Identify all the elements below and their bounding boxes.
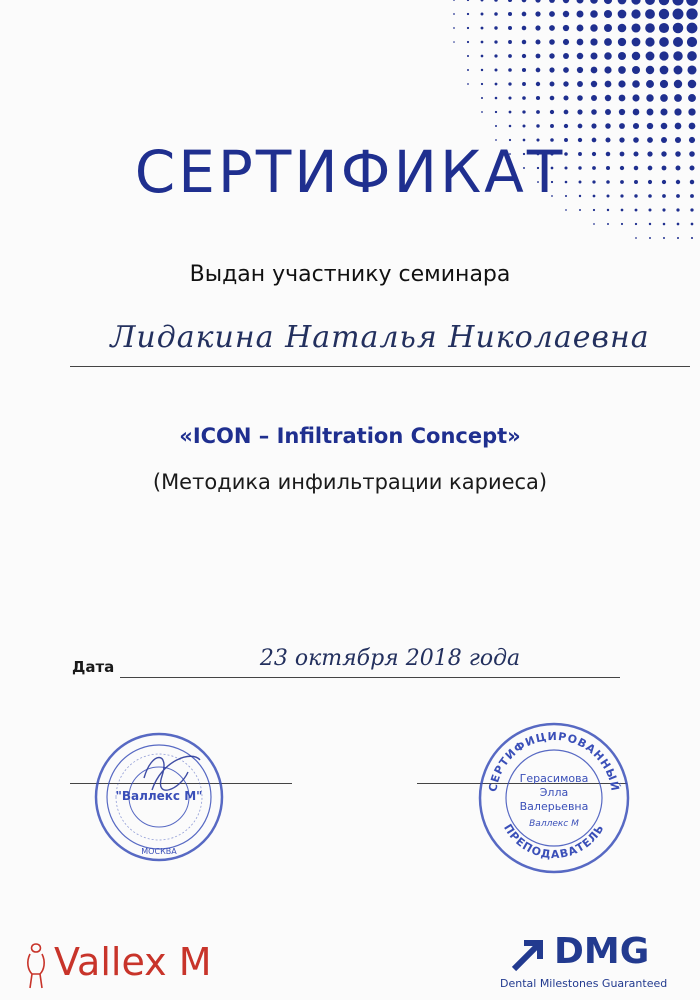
decor-dot [565, 209, 567, 211]
decor-dot [635, 223, 637, 225]
decor-dot [481, 0, 484, 1]
decor-dot [659, 37, 669, 47]
decor-dot [647, 109, 654, 116]
decor-dot [508, 96, 511, 99]
decor-dot [687, 51, 697, 61]
decor-dot [688, 108, 695, 115]
decor-dot [674, 108, 681, 115]
decor-dot [578, 124, 583, 129]
organization-stamp [92, 730, 226, 864]
decor-dot [577, 11, 584, 18]
decor-dot [577, 53, 584, 60]
decor-dot [593, 209, 595, 211]
decor-dot [660, 80, 668, 88]
decor-dot [646, 52, 655, 61]
decor-dot [535, 11, 540, 16]
decor-dot [563, 11, 569, 17]
decor-dot [577, 109, 582, 114]
decor-dot [495, 97, 498, 100]
course-name: «ICON – Infiltration Concept» [179, 424, 521, 448]
stamp-right-line3: Валерьевна [519, 800, 589, 813]
decor-dot [604, 52, 612, 60]
decor-dot [621, 223, 623, 225]
decor-dot [508, 0, 512, 2]
decor-dot [590, 38, 597, 45]
decor-dot [577, 39, 584, 46]
decor-dot [687, 23, 698, 34]
decor-dot [467, 83, 469, 85]
decor-dot [618, 80, 625, 87]
certificate-title: СЕРТИФИКАТ [134, 138, 566, 206]
decor-dot [605, 109, 611, 115]
decor-dot [661, 123, 668, 130]
decor-dot [659, 9, 669, 19]
decor-dot [509, 111, 512, 114]
decor-dot [604, 38, 612, 46]
decor-dot [662, 208, 665, 211]
decor-dot [564, 110, 569, 115]
vallex-logo [22, 940, 212, 994]
decor-dot [605, 123, 611, 129]
decor-dot [591, 95, 597, 101]
decor-dot [618, 24, 627, 33]
decor-dot [481, 55, 484, 58]
decor-dot [647, 123, 653, 129]
decor-dot [619, 109, 625, 115]
decor-dot [508, 68, 512, 72]
certificate-subtitle: Выдан участнику семинара [189, 262, 511, 287]
decor-dot [536, 54, 541, 59]
decor-dot [691, 237, 693, 239]
decor-dot [522, 40, 526, 44]
decor-dot [675, 123, 682, 130]
decor-dot [674, 66, 683, 75]
decor-dot [646, 80, 654, 88]
decor-dot [632, 94, 639, 101]
dmg-wordmark: DMG [554, 931, 650, 972]
decor-dot [688, 80, 696, 88]
decor-dot [632, 80, 640, 88]
stamp-right-bottom-text: ПРЕПОДАВАТЕЛЬ [501, 821, 607, 862]
decor-dot [632, 52, 640, 60]
decor-dot [522, 82, 526, 86]
decor-dot [564, 124, 568, 128]
decor-dot [481, 27, 484, 30]
stamp-right-top-text: СЕРТИФИЦИРОВАННЫЙ [486, 729, 622, 793]
decor-dot [535, 39, 540, 44]
decor-dot [522, 0, 527, 2]
decor-dot [563, 39, 569, 45]
decor-dot [633, 123, 639, 129]
decor-dot [673, 9, 684, 20]
decor-dot [494, 68, 497, 71]
vallex-wordmark: Vallex M [54, 940, 212, 984]
decor-dot [508, 40, 512, 44]
decor-dot [563, 95, 568, 100]
decor-dot [536, 124, 539, 127]
decor-dot [660, 94, 668, 102]
decor-dot [563, 81, 568, 86]
decor-dot [508, 82, 511, 85]
decor-dot [579, 209, 581, 211]
decor-dot [632, 66, 640, 74]
decor-dot [619, 123, 625, 129]
decor-dot [591, 81, 597, 87]
decor-dot [495, 111, 497, 113]
decor-dot [607, 223, 609, 225]
decor-dot [495, 125, 497, 127]
decor-dot [577, 0, 584, 4]
decor-dot [563, 67, 569, 73]
decor-dot [481, 83, 483, 85]
date-value: 23 октября 2018 года [259, 646, 521, 671]
decor-dot [495, 83, 498, 86]
decor-dot [577, 95, 583, 101]
stamp-right-line2: Элла [539, 786, 569, 799]
decor-dot [673, 51, 683, 61]
decor-dot [649, 237, 651, 239]
decor-dot [494, 40, 497, 43]
decor-dot [645, 9, 655, 19]
date-label: Дата [72, 658, 115, 676]
decor-dot [591, 109, 597, 115]
stamp-right-line1: Герасимова [519, 772, 589, 785]
decor-dot [618, 66, 626, 74]
decor-dot [494, 12, 498, 16]
decor-dot [481, 69, 483, 71]
decor-dot [686, 8, 697, 19]
decor-dot [549, 11, 555, 17]
decor-dot [619, 95, 626, 102]
decor-dot [632, 38, 641, 47]
decor-dot [563, 25, 569, 31]
decor-dot [677, 223, 680, 226]
decor-dot [467, 13, 469, 15]
decor-dot [604, 10, 612, 18]
decor-dot [577, 81, 583, 87]
decor-dot [508, 54, 512, 58]
decor-dot [577, 25, 584, 32]
decor-dot [453, 0, 455, 1]
decor-dot [660, 66, 669, 75]
decor-dot [674, 94, 682, 102]
dmg-arrow-icon [510, 935, 548, 973]
decor-dot [481, 13, 484, 16]
decor-dot [549, 25, 555, 31]
dmg-logo [500, 931, 668, 990]
decor-dot [631, 9, 640, 18]
date-underline [120, 677, 620, 678]
decor-dot [467, 0, 469, 1]
decor-dot [645, 37, 654, 46]
decor-dot [522, 110, 525, 113]
decor-dot [660, 108, 667, 115]
decor-dot [659, 51, 668, 60]
decor-dot [590, 10, 598, 18]
decor-dot [590, 0, 598, 4]
decor-dot [687, 37, 697, 47]
decor-dot [467, 55, 469, 57]
decor-dot [494, 54, 497, 57]
decor-dot [523, 125, 526, 128]
dmg-tagline: Dental Milestones Guaranteed [500, 977, 668, 990]
decor-dot [689, 123, 696, 130]
decor-dot [649, 223, 651, 225]
signature-scribble-left [144, 756, 200, 790]
decor-dot [508, 12, 512, 16]
decor-dot [522, 54, 526, 58]
decor-dot [677, 237, 679, 239]
decor-dot [494, 26, 497, 29]
stamp-right-line4: Валлекс М [529, 819, 579, 829]
decor-dot [618, 38, 626, 46]
decor-dot [646, 94, 653, 101]
vallex-figure-icon [22, 940, 50, 990]
decor-dot [522, 96, 526, 100]
decor-dot [453, 27, 455, 29]
decor-dot [659, 0, 670, 5]
decor-dot [535, 0, 540, 3]
decor-dot [590, 52, 597, 59]
decor-dot [591, 123, 596, 128]
decor-dot [635, 237, 637, 239]
decor-dot [481, 97, 483, 99]
decor-dot [605, 81, 612, 88]
decor-dot [646, 66, 654, 74]
decor-dot [508, 26, 512, 30]
decor-dot [536, 68, 541, 73]
decor-dot [467, 27, 469, 29]
decor-dot [481, 41, 484, 44]
decor-dot [635, 209, 638, 212]
decor-dot [672, 0, 683, 6]
decor-dot [536, 110, 540, 114]
decor-dot [577, 67, 583, 73]
decor-dot [509, 125, 512, 128]
decor-dot [536, 82, 540, 86]
decor-dot [494, 0, 498, 2]
decor-dot [453, 13, 455, 15]
decor-dot [631, 0, 640, 5]
decor-dot [687, 65, 696, 74]
instructor-stamp [476, 720, 632, 876]
name-underline [70, 366, 690, 367]
decor-dot [481, 111, 483, 113]
decor-dot [645, 23, 655, 33]
decor-dot [691, 223, 694, 226]
decor-dot [453, 41, 455, 43]
decor-dot [549, 53, 554, 58]
decor-dot [536, 96, 540, 100]
decor-dot [549, 39, 555, 45]
decor-dot [607, 209, 609, 211]
decor-dot [676, 208, 679, 211]
decor-dot [686, 0, 698, 6]
decor-dot [618, 10, 627, 19]
stamp-left-city: МОСКВА [141, 847, 177, 856]
decor-dot [673, 23, 684, 34]
decor-dot [549, 67, 554, 72]
decor-dot [633, 109, 640, 116]
participant-name: Лидакина Наталья Николаевна [110, 320, 650, 355]
decor-dot [467, 41, 469, 43]
course-description: (Методика инфильтрации кариеса) [152, 470, 548, 494]
decor-dot [674, 80, 682, 88]
decor-dot [591, 67, 598, 74]
decor-dot [621, 209, 624, 212]
decor-dot [550, 110, 554, 114]
decor-dot [549, 0, 555, 3]
decor-dot [522, 12, 527, 17]
decor-dot [550, 82, 555, 87]
decor-dot [663, 223, 666, 226]
decor-dot [467, 69, 469, 71]
decor-dot [673, 37, 683, 47]
stamp-left-center-text: "Валлекс М" [115, 789, 203, 803]
decor-dot [550, 124, 554, 128]
decor-dot [690, 208, 693, 211]
decor-dot [659, 23, 669, 33]
decor-dot [663, 237, 665, 239]
decor-dot [604, 0, 612, 4]
decor-dot [590, 24, 597, 31]
decor-dot [631, 23, 640, 32]
decor-dot [593, 223, 595, 225]
decor-dot [522, 68, 526, 72]
decor-dot [688, 94, 696, 102]
decor-dot [604, 24, 612, 32]
decor-dot [648, 208, 651, 211]
decor-dot [618, 52, 626, 60]
decor-dot [645, 0, 655, 5]
decor-dot [563, 53, 569, 59]
decor-dot [550, 96, 555, 101]
decor-dot [563, 0, 569, 3]
decor-dot [522, 26, 527, 31]
decor-dot [535, 25, 540, 30]
decor-dot [605, 95, 611, 101]
decor-dot [618, 0, 627, 4]
decor-dot [604, 66, 611, 73]
